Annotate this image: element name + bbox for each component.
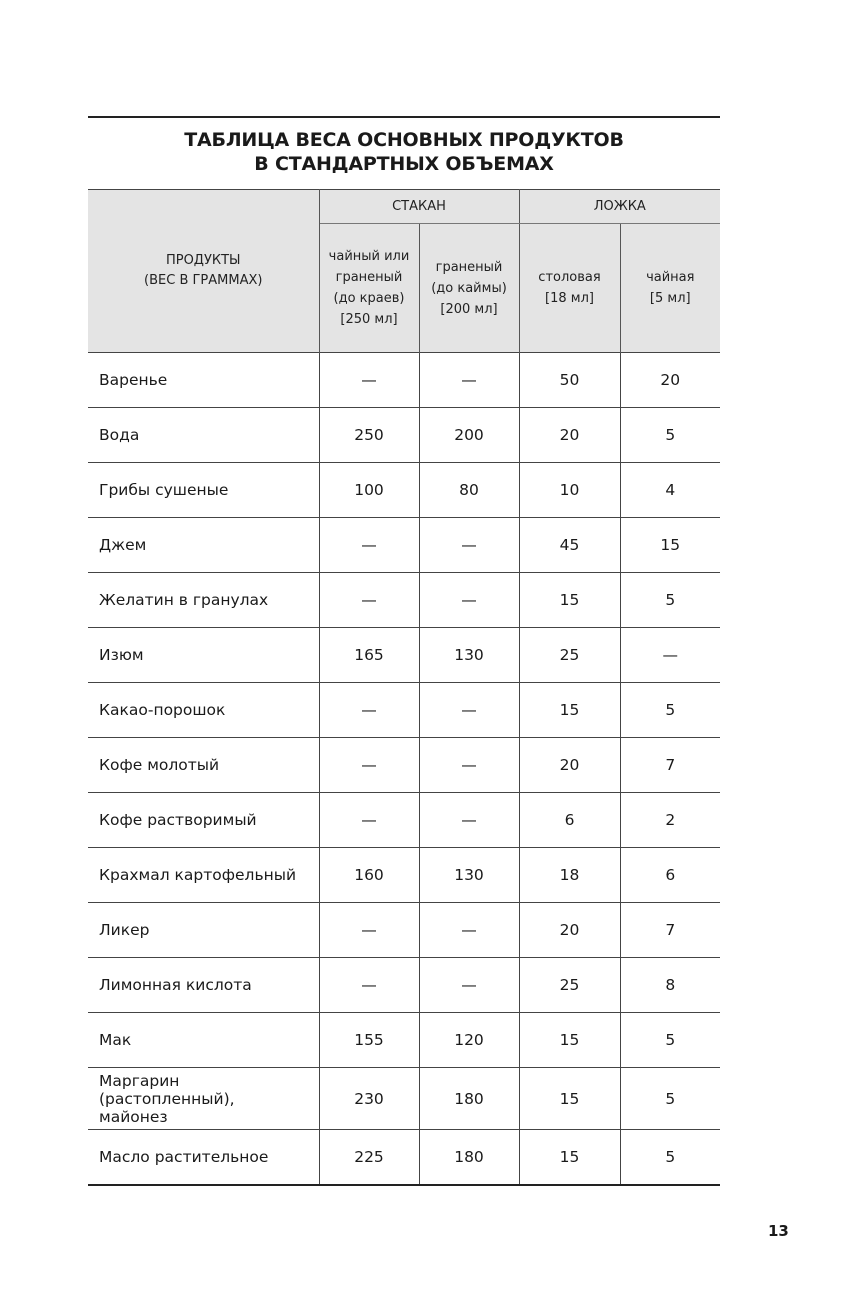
product-name: Грибы сушеные <box>88 463 319 518</box>
table-row <box>88 518 720 573</box>
value-glass-250: — <box>319 353 419 408</box>
value-teaspoon: — <box>620 628 720 683</box>
value-tablespoon: 25 <box>519 628 620 683</box>
value-glass-250: 155 <box>319 1013 419 1068</box>
value-teaspoon: 15 <box>620 518 720 573</box>
value-glass-250: 230 <box>319 1068 419 1130</box>
header-line: (до каймы) <box>431 280 507 296</box>
title-line-1: ТАБЛИЦА ВЕСА ОСНОВНЫХ ПРОДУКТОВ <box>184 129 624 151</box>
product-name: Какао-порошок <box>88 683 319 738</box>
value-teaspoon: 6 <box>620 848 720 903</box>
value-tablespoon: 50 <box>519 353 620 408</box>
value-tablespoon: 20 <box>519 738 620 793</box>
value-teaspoon: 2 <box>620 793 720 848</box>
value-teaspoon: 5 <box>620 683 720 738</box>
value-glass-250: 165 <box>319 628 419 683</box>
value-tablespoon: 45 <box>519 518 620 573</box>
value-teaspoon: 5 <box>620 1068 720 1130</box>
value-glass-200: 200 <box>419 408 519 463</box>
value-teaspoon: 4 <box>620 463 720 518</box>
table-row <box>88 903 720 958</box>
product-name-line-1: Маргарин (растопленный), <box>99 1071 235 1108</box>
table-row <box>88 738 720 793</box>
value-tablespoon: 15 <box>519 1068 620 1130</box>
products-header-line-2: (ВЕС В ГРАММАХ) <box>144 273 263 288</box>
value-glass-200: — <box>419 793 519 848</box>
product-name: Ликер <box>88 903 319 958</box>
value-tablespoon: 18 <box>519 848 620 903</box>
spoon-group-header: ЛОЖКА <box>519 190 720 224</box>
product-name: Изюм <box>88 628 319 683</box>
value-glass-200: — <box>419 958 519 1013</box>
product-name: Варенье <box>88 353 319 408</box>
value-glass-200: — <box>419 683 519 738</box>
value-teaspoon: 7 <box>620 738 720 793</box>
product-name: Желатин в гранулах <box>88 573 319 628</box>
value-glass-200: — <box>419 738 519 793</box>
value-glass-200: — <box>419 903 519 958</box>
table-row <box>88 573 720 628</box>
value-glass-250: 225 <box>319 1130 419 1186</box>
product-name: Кофе молотый <box>88 738 319 793</box>
title-line-2: В СТАНДАРТНЫХ ОБЪЕМАХ <box>254 153 554 175</box>
value-tablespoon: 25 <box>519 958 620 1013</box>
product-name: Крахмал картофельный <box>88 848 319 903</box>
value-tablespoon: 15 <box>519 573 620 628</box>
product-name: Мак <box>88 1013 319 1068</box>
table-row <box>88 793 720 848</box>
table-row <box>88 1068 720 1130</box>
value-glass-250: — <box>319 793 419 848</box>
value-glass-250: — <box>319 573 419 628</box>
column-header-glass-200 <box>419 224 519 353</box>
column-header-teaspoon <box>620 224 720 353</box>
value-glass-200: 130 <box>419 848 519 903</box>
value-glass-250: 160 <box>319 848 419 903</box>
table-row <box>88 848 720 903</box>
value-glass-250: 250 <box>319 408 419 463</box>
value-teaspoon: 5 <box>620 1130 720 1186</box>
table-row <box>88 958 720 1013</box>
value-tablespoon: 20 <box>519 408 620 463</box>
page-number: 13 <box>768 1222 789 1240</box>
product-name-line-2: майонез <box>99 1107 168 1126</box>
value-tablespoon: 15 <box>519 1013 620 1068</box>
value-tablespoon: 20 <box>519 903 620 958</box>
glass-group-header: СТАКАН <box>319 190 519 224</box>
value-teaspoon: 7 <box>620 903 720 958</box>
table-title <box>88 128 720 176</box>
value-tablespoon: 15 <box>519 683 620 738</box>
header-line: граненый <box>335 270 403 285</box>
header-line: [250 мл] <box>340 312 398 327</box>
header-group-row <box>88 190 720 224</box>
header-line: чайный или <box>328 249 410 264</box>
header-line: [200 мл] <box>440 301 498 317</box>
product-name: Джем <box>88 518 319 573</box>
header-line: столовая <box>538 270 601 285</box>
value-glass-200: 80 <box>419 463 519 518</box>
header-line: (до краев) <box>333 291 405 306</box>
value-glass-250: — <box>319 958 419 1013</box>
value-glass-200: — <box>419 573 519 628</box>
table-row <box>88 408 720 463</box>
products-header-line-1: ПРОДУКТЫ <box>165 253 241 268</box>
value-glass-200: — <box>419 518 519 573</box>
table-row <box>88 1013 720 1068</box>
value-teaspoon: 5 <box>620 408 720 463</box>
value-tablespoon: 6 <box>519 793 620 848</box>
value-teaspoon: 20 <box>620 353 720 408</box>
value-tablespoon: 15 <box>519 1130 620 1186</box>
value-tablespoon: 10 <box>519 463 620 518</box>
product-name: Лимонная кислота <box>88 958 319 1013</box>
product-name: Кофе растворимый <box>88 793 319 848</box>
table-row <box>88 1130 720 1186</box>
top-rule <box>88 116 720 118</box>
table-row <box>88 353 720 408</box>
column-header-glass-250 <box>319 224 419 353</box>
value-glass-200: — <box>419 353 519 408</box>
column-header-tablespoon <box>519 224 620 353</box>
product-name: Вода <box>88 408 319 463</box>
value-glass-250: 100 <box>319 463 419 518</box>
value-teaspoon: 5 <box>620 1013 720 1068</box>
table-row <box>88 463 720 518</box>
header-line: [5 мл] <box>649 291 691 306</box>
value-glass-250: — <box>319 738 419 793</box>
products-header <box>88 190 319 353</box>
value-teaspoon: 5 <box>620 573 720 628</box>
value-glass-200: 130 <box>419 628 519 683</box>
value-glass-200: 180 <box>419 1130 519 1186</box>
header-line: [18 мл] <box>545 291 594 306</box>
weights-table <box>88 189 720 1186</box>
value-teaspoon: 8 <box>620 958 720 1013</box>
value-glass-250: — <box>319 683 419 738</box>
product-name: Масло растительное <box>88 1130 319 1186</box>
value-glass-200: 120 <box>419 1013 519 1068</box>
product-name <box>88 1068 319 1130</box>
value-glass-250: — <box>319 903 419 958</box>
value-glass-250: — <box>319 518 419 573</box>
value-glass-200: 180 <box>419 1068 519 1130</box>
header-line: граненый <box>435 259 503 275</box>
header-line: чайная <box>646 270 695 285</box>
table-row <box>88 628 720 683</box>
table-row <box>88 683 720 738</box>
